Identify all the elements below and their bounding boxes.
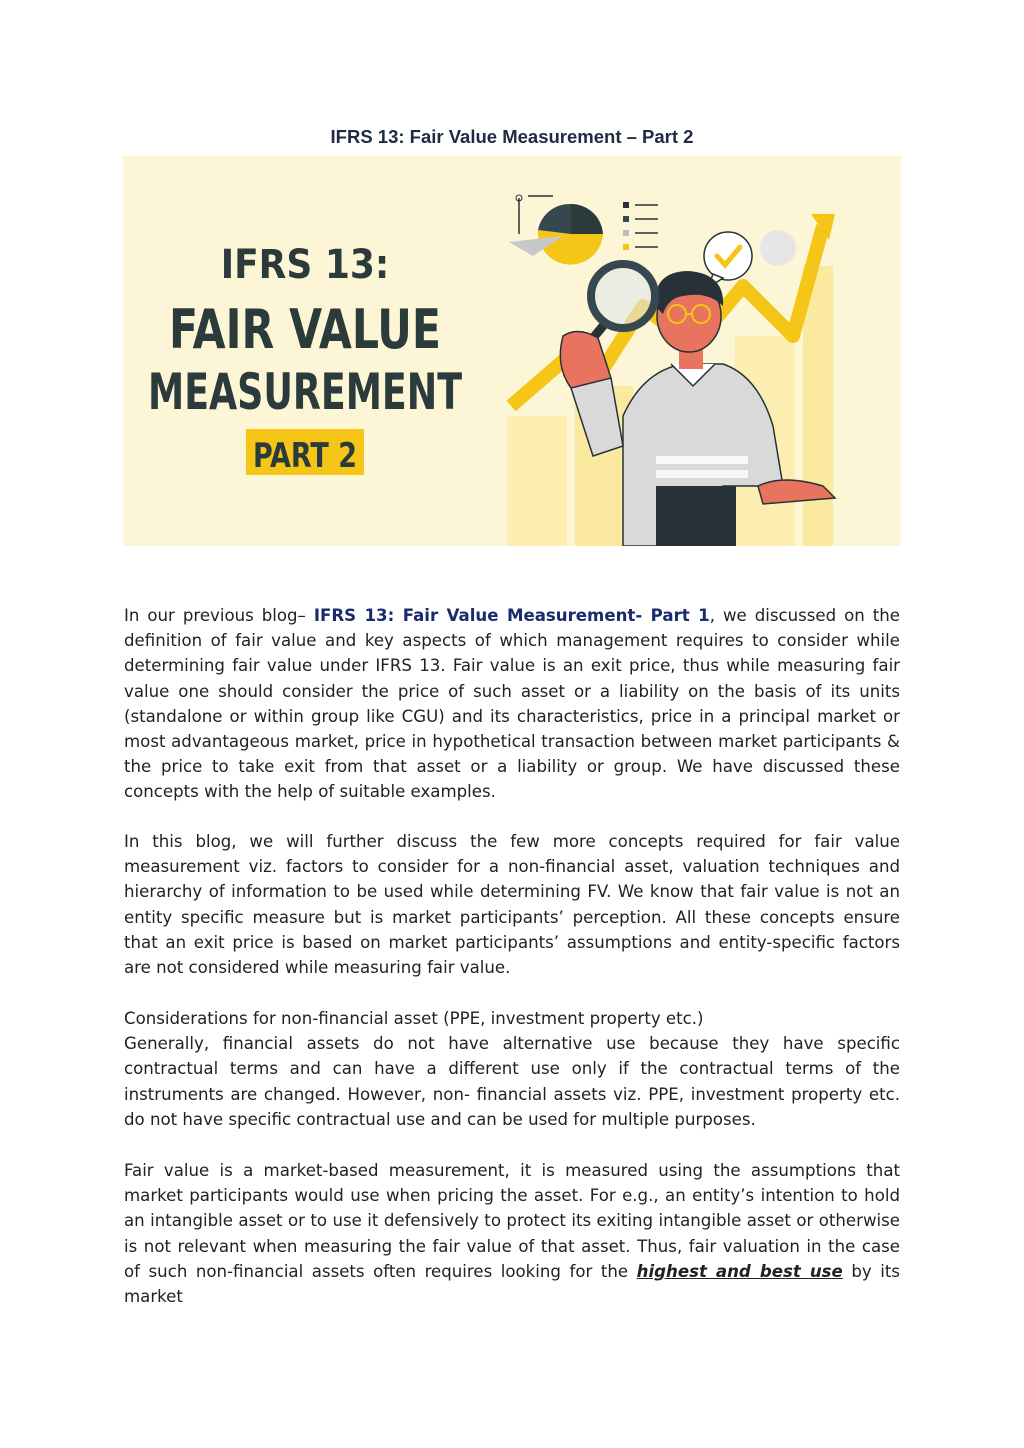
market-text-after: by its market [124, 1261, 900, 1307]
hero-banner [123, 156, 901, 546]
intro-text-after: , we discussed on the definition of fair value and key aspects of which management requires to consider while determining fair value under IFRS 13. Fair value is an exit price, thus while measuring fair value one should consider the price of such asset or a liability on the basis of its units (standalone or within group like CGU) and its characteristics, price in a principal market or most advantageous market, price in hypothetical transaction between market participants & the price to take exit from that asset or a liability or group. We have discussed these concepts with the help of suitable examples. [124, 606, 900, 802]
paragraph-intro [124, 603, 900, 805]
market-text-before: Fair value is a market-based measurement, it is measured using the assumptions that market participants would use when pricing the asset. For e.g., an entity’s intention to hold an intangible asset or to use it defensively to protect its exiting intangible asset or otherwise is not relevant when measuring the fair value of that asset. Thus, fair valuation in the case of such non-financial assets often requires looking for the [124, 1161, 900, 1281]
hero-line3: MEASUREMENT [148, 363, 463, 421]
legend-swatch-2 [623, 216, 629, 222]
section-non-financial-asset [124, 1006, 900, 1132]
page-title: IFRS 13: Fair Value Measurement – Part 2 [330, 126, 694, 147]
hero-badge: PART 2 [253, 436, 357, 476]
legend-swatch-1 [623, 202, 629, 208]
intro-text-before: In our previous blog– [124, 606, 314, 625]
sweater-stripe-1 [656, 456, 748, 464]
check-bubble [704, 232, 752, 280]
section-heading: Considerations for non-financial asset (PPE, investment property etc.) [124, 1009, 704, 1028]
paragraph-market-based [124, 1158, 900, 1309]
section-body: Generally, financial assets do not have alternative use because they have specific contractual terms and can have a different use only if the contractual terms of the instruments are changed. However, non- financial assets viz. PPE, investment property etc. do not have specific contractual use and can be used for multiple purposes. [124, 1034, 900, 1129]
hero-line2: FAIR VALUE [169, 298, 441, 361]
hero-line1: IFRS 13: [220, 242, 390, 288]
legend-swatch-3 [623, 230, 629, 236]
previous-blog-link[interactable]: IFRS 13: Fair Value Measurement- Part 1 [313, 606, 710, 625]
paragraph-overview [124, 829, 900, 980]
highest-best-use-emphasis: highest and best use [636, 1261, 843, 1281]
legend-swatch-4 [623, 244, 629, 250]
magnifier-lens-icon [591, 264, 655, 328]
sweater-stripe-2 [656, 470, 748, 478]
bg-bar-1 [507, 416, 567, 546]
overview-text: In this blog, we will further discuss the few more concepts required for fair value measurement viz. factors to consider for a non-financial asset, valuation techniques and hierarchy of information to be used while determining FV. We know that fair value is not an entity specific measure but is market participants’ perception. All these concepts ensure that an exit price is based on market participants’ assumptions and entity-specific factors are not considered while measuring fair value. [124, 832, 900, 978]
hero-illustration [123, 156, 901, 546]
person-pants [656, 486, 736, 546]
small-pie-bg [760, 230, 796, 266]
